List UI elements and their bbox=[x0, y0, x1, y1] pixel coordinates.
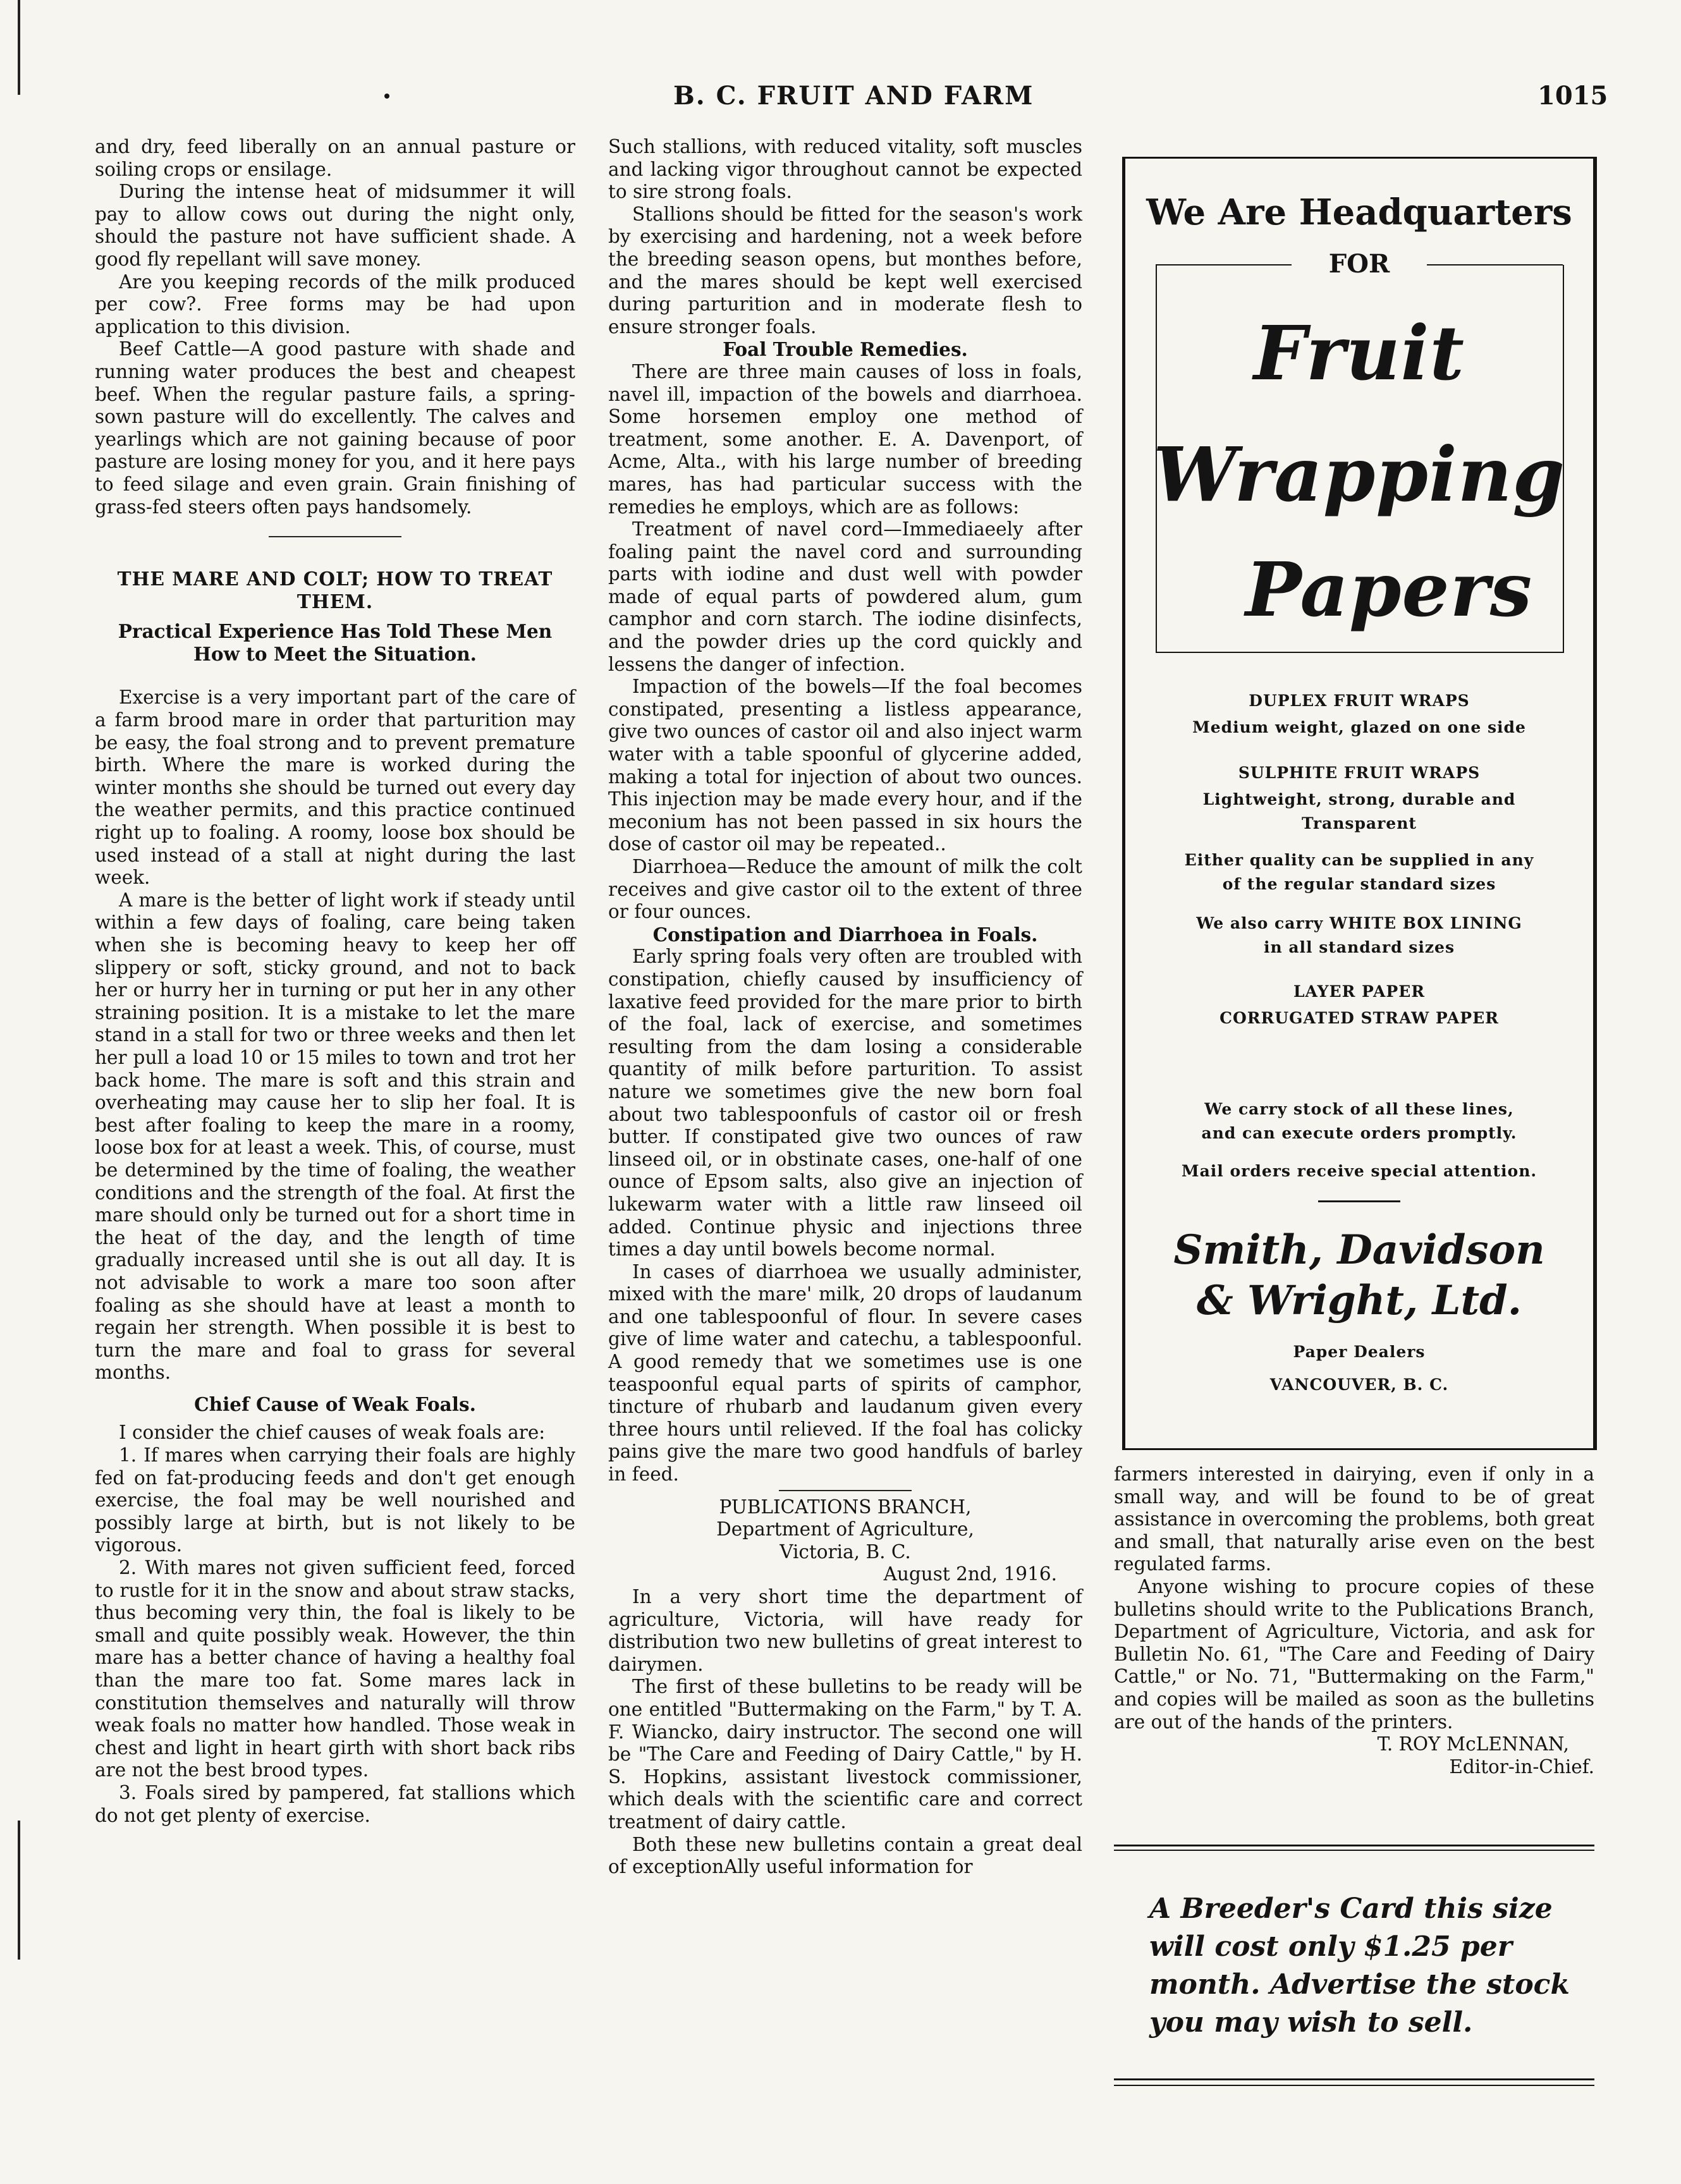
ad-duplex-title: DUPLEX FRUIT WRAPS bbox=[1249, 692, 1470, 710]
section-divider bbox=[269, 536, 401, 537]
ad-layer-paper: LAYER PAPER bbox=[1293, 982, 1426, 1001]
ad-product-line-2: Wrapping bbox=[1153, 430, 1565, 518]
ad-company-line-1: Smith, Davidson bbox=[1173, 1226, 1545, 1274]
paragraph: farmers interested in dairying, even if only in a small way, and will be found to be of great assistance in overcoming the problems, both great and small, that naturally arise even on the best regulated farms. bbox=[1114, 1463, 1594, 1575]
paragraph: The first of these bulletins to be ready will be one entitled "Buttermaking on the Farm," by T. A. F. Wiancko, dairy instructor. The second one will be "The Care and Feeding of Dairy Cattle," by H. S. Hopkins, assistant livestock commissioner, which deals with the scientific care and correct treatment of dairy cattle. bbox=[608, 1676, 1082, 1833]
paragraph: Stallions should be fitted for the season's work by exercising and hardening, not a week before the breeding season opens, but monthes before, and the mares should be kept well exercised during parturition and in moderate flesh to ensure stronger foals. bbox=[608, 203, 1082, 338]
paragraph: Anyone wishing to procure copies of these bulletins should write to the Publications Branch, Department of Agriculture, Victoria, and ask for Bulletin No. 61, "The Care and Feeding of Dairy Cattle," or No. 71, "Buttermaking on the Farm," and copies will be mailed as soon as the bulletins are out of the hands of the printers. bbox=[1114, 1575, 1594, 1733]
ad-duplex-desc: Medium weight, glazed on one side bbox=[1192, 718, 1526, 736]
paragraph: Treatment of navel cord—Immediaeely after foaling paint the navel cord and surrounding parts with iodine and dust well with powder made of equal parts of powdered alum, gum camphor and corn starch. The iodine disinfects, and the powder dries up the cord quickly and lessens the danger of infection. bbox=[608, 518, 1082, 675]
rule bbox=[1114, 2078, 1594, 2080]
ad-corrugated: CORRUGATED STRAW PAPER bbox=[1219, 1009, 1499, 1027]
signature-name: T. ROY McLENNAN, bbox=[1377, 1733, 1569, 1755]
pub-department: Department of Agriculture, bbox=[716, 1518, 974, 1540]
column-1 bbox=[95, 136, 575, 1827]
rule bbox=[1114, 2085, 1594, 2086]
section-heading: Constipation and Diarrhoea in Foals. bbox=[652, 923, 1038, 946]
ad-for-text: FOR bbox=[1328, 249, 1390, 279]
article-title: THE MARE AND COLT; HOW TO TREAT THEM. bbox=[117, 568, 553, 613]
ad-sulphite-desc-2: Transparent bbox=[1302, 814, 1417, 833]
paragraph: Such stallions, with reduced vitality, soft muscles and lacking vigor throughout cannot be expected to sire strong foals. bbox=[608, 136, 1082, 203]
ad-company-desc: Paper Dealers bbox=[1293, 1343, 1426, 1361]
page-header bbox=[0, 81, 1681, 119]
paragraph: In cases of diarrhoea we usually administer, mixed with the mare' milk, 20 drops of laudanum and one tablespoonful of flour. In severe cases give of lime water and catechu, a tablespoonful. A good remedy that we sometimes use is one teaspoonful equal parts of spirits of camphor, tincture of rhubarb and laudanum given every three hours until relieved. If the foal has colicky pains give the mare two good handfuls of barley in feed. bbox=[608, 1260, 1082, 1485]
column-3-text bbox=[1114, 1463, 1594, 1778]
ad-sulphite-desc-1: Lightweight, strong, durable and bbox=[1202, 790, 1516, 808]
paragraph: Impaction of the bowels—If the foal becomes constipated, presenting a listless appearance, give two ounces of castor oil and also inject warm water with a table spoonful of glycerine added, making a total for injection of about two ounces. This injection may be made every hour, and if the meconium has not been passed in six hours the dose of castor oil may be repeated.. bbox=[608, 676, 1082, 855]
rule bbox=[1114, 1850, 1594, 1851]
paragraph: Diarrhoea—Reduce the amount of milk the colt receives and give castor oil to the extent of three or four ounces. bbox=[608, 856, 1082, 923]
ad-product-line-3: Papers bbox=[1245, 546, 1533, 633]
ad-either-2: of the regular standard sizes bbox=[1222, 875, 1496, 893]
column-2 bbox=[608, 136, 1082, 1879]
scan-edge-mark bbox=[18, 1821, 20, 1960]
ad-divider bbox=[1318, 1200, 1400, 1202]
header-dot bbox=[384, 94, 389, 99]
paragraph: 2. With mares not given sufficient feed, forced to rustle for it in the snow and about straw stacks, thus becoming very thin, the foal is likely to be small and quite possibly weak. However, the thin mare has a better chance of having a healthy foal than the mare too fat. Some mares lack in constitution themselves and naturally will throw weak foals no matter how handled. Those weak in chest and light in heart girth with short back ribs are not the best brood types. bbox=[95, 1557, 575, 1781]
ad-white-box-2: in all standard sizes bbox=[1263, 938, 1455, 956]
ad-either-1: Either quality can be supplied in any bbox=[1184, 851, 1534, 869]
breeder-card-notice: A Breeder's Card this size will cost only $1.25 per month. Advertise the stock you may wish to sell. bbox=[1149, 1893, 1570, 2039]
ad-company-line-2: & Wright, Ltd. bbox=[1196, 1277, 1522, 1324]
page-number: 1015 bbox=[1537, 81, 1608, 111]
paragraph: 1. If mares when carrying their foals are highly fed on fat-producing feeds and don't get enough exercise, the foal may be well nourished and possibly large at birth, but is not likely to be vigorous. bbox=[95, 1444, 575, 1556]
ad-white-box-1: We also carry WHITE BOX LINING bbox=[1196, 914, 1522, 932]
paragraph: I consider the chief causes of weak foals are: bbox=[119, 1422, 546, 1444]
advertisement-box bbox=[1122, 157, 1597, 1450]
pub-date: August 2nd, 1916. bbox=[883, 1563, 1057, 1585]
ad-mail-orders: Mail orders receive special attention. bbox=[1181, 1162, 1537, 1180]
ad-stock-2: and can execute orders promptly. bbox=[1201, 1124, 1517, 1142]
ad-product-line-1: Fruit bbox=[1254, 309, 1465, 397]
pub-place: Victoria, B. C. bbox=[779, 1540, 911, 1563]
ad-sulphite-title: SULPHITE FRUIT WRAPS bbox=[1238, 764, 1481, 782]
ad-company-city: VANCOUVER, B. C. bbox=[1269, 1376, 1449, 1394]
pub-branch: PUBLICATIONS BRANCH, bbox=[719, 1496, 972, 1518]
ad-headline: We Are Headquarters bbox=[1146, 192, 1572, 233]
paragraph: Both these new bulletins contain a great deal of exceptionAlly useful information for bbox=[608, 1833, 1082, 1878]
paragraph: Early spring foals very often are troubled with constipation, chiefly caused by insufficiency of laxative feed provided for the mare prior to birth of the foal, lack of exercise, and sometimes resulting from the dam losing a considerable quantity of milk before parturition. To assist nature we sometimes give the new born foal about two tablespoonfuls of castor oil or fresh butter. If constipated give two ounces of raw linseed oil, or in obstinate cases, one-half of one ounce of Epsom salts, also give an injection of lukewarm water with a little raw linseed oil added. Continue physic and injections three times a day until bowels become normal. bbox=[608, 946, 1082, 1260]
paragraph: During the intense heat of midsummer it will pay to allow cows out during the night only, should the pasture not have sufficient shade. A good fly repellant will save money. bbox=[95, 181, 575, 270]
signature-title: Editor-in-Chief. bbox=[1449, 1755, 1594, 1778]
rule bbox=[1114, 1845, 1594, 1846]
section-heading: Foal Trouble Remedies. bbox=[723, 338, 968, 361]
paragraph: There are three main causes of loss in foals, navel ill, impaction of the bowels and diarrhoea. Some horsemen employ one method of treatment, some another. E. A. Davenport, of Acme, Alta., with his large number of breeding mares, has had particular success with the remedies he employs, which are as follows: bbox=[608, 360, 1082, 518]
section-heading: Chief Cause of Weak Foals. bbox=[194, 1393, 476, 1415]
article-subtitle: Practical Experience Has Told These Men How to Meet the Situation. bbox=[118, 620, 553, 665]
paragraph: 3. Foals sired by pampered, fat stallions which do not get plenty of exercise. bbox=[95, 1781, 575, 1826]
paragraph: Are you keeping records of the milk produced per cow?. Free forms may be had upon application to this division. bbox=[95, 271, 575, 338]
ad-stock-1: We carry stock of all these lines, bbox=[1204, 1100, 1514, 1118]
paragraph: Beef Cattle—A good pasture with shade and running water produces the best and cheapest beef. When the regular pasture fails, a spring-sown pasture will do excellently. The calves and yearlings which are not gaining because of poor pasture are losing money for you, and it here pays to feed silage and even grain. Grain finishing of grass-fed steers often pays handsomely. bbox=[95, 338, 575, 518]
paragraph: In a very short time the department of agriculture, Victoria, will have ready for distribution two new bulletins of great interest to dairymen. bbox=[608, 1586, 1082, 1675]
paragraph: Exercise is a very important part of the care of a farm brood mare in order that parturition may be easy, the foal strong and to prevent premature birth. Where the mare is worked during the winter months she should be turned out every day the weather permits, and this practice continued right up to foaling. A roomy, loose box should be used instead of a stall at night during the last week. bbox=[95, 686, 575, 889]
paragraph: A mare is the better of light work if steady until within a few days of foaling, care being taken when she is becoming heavy to keep her off slippery or soft, sticky ground, and not to back her or hurry her in turning or put her in any other straining position. It is a mistake to let the mare stand in a stall for two or three weeks and then let her pull a load 10 or 15 miles to town and trot her back home. The mare is soft and this strain and overheating may cause her to slip her foal. It is best after foaling to keep the mare in a roomy, loose box for at least a week. This, of course, must be determined by the time of foaling, the weather conditions and the strength of the foal. At first the mare should only be turned out for a short time in the heat of the day, and the length of time gradually increased until she is out all day. It is not advisable to work a mare too soon after foaling as she should have at least a month to regain her strength. When possible it is best to turn the mare and foal to grass for several months. bbox=[95, 889, 575, 1384]
publication-title: B. C. FRUIT AND FARM bbox=[673, 81, 1034, 111]
section-divider bbox=[779, 1490, 912, 1491]
paragraph: and dry, feed liberally on an annual pasture or soiling crops or ensilage. bbox=[95, 136, 575, 180]
